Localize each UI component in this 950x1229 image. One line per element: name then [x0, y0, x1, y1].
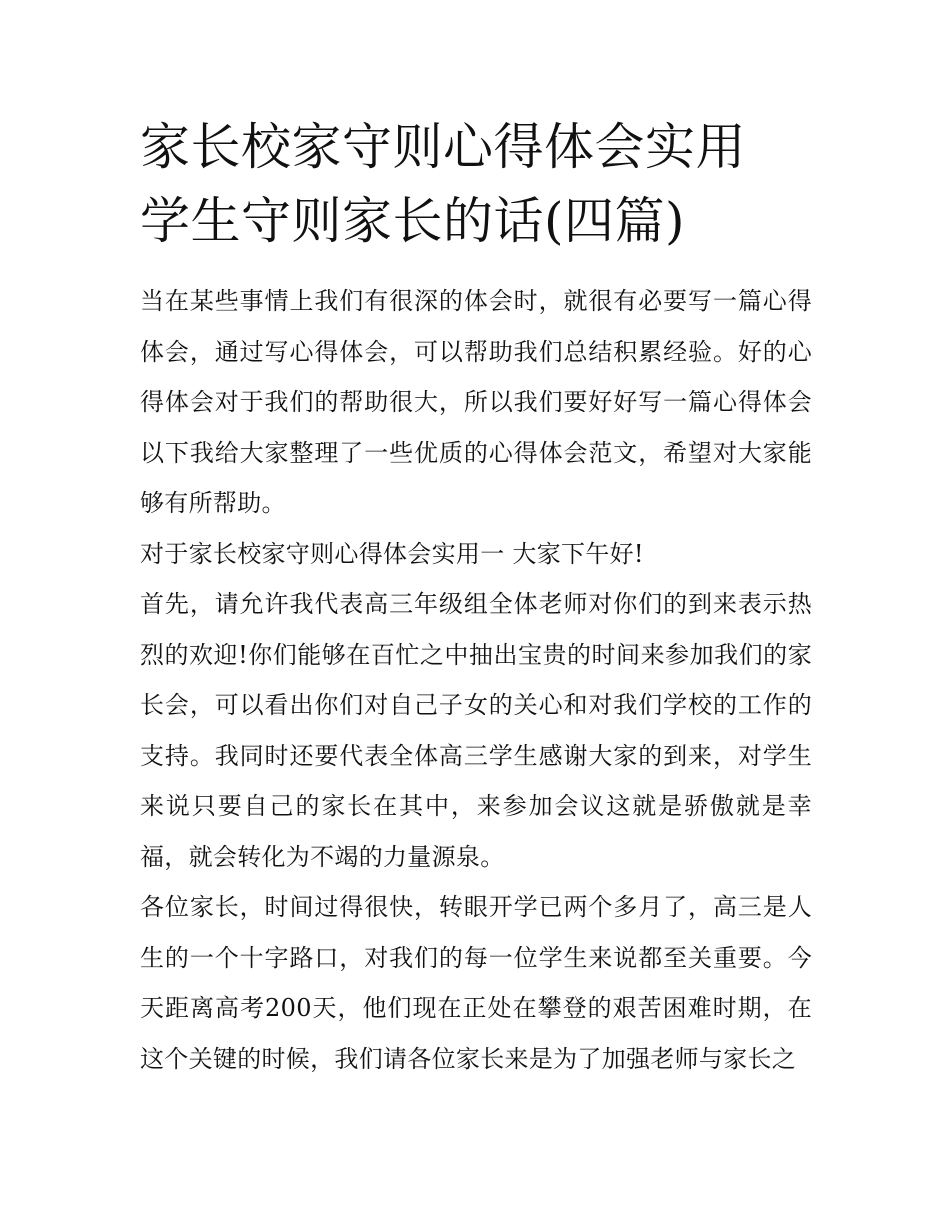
welcome-paragraph: 首先，请允许我代表高三年级组全体老师对你们的到来表示热烈的欢迎!你们能够在百忙之中抽出宝贵的时间来参加我们的家长会，可以看出你们对自己子女的关心和对我们学校的工作的支持。我同时还要代表全体高三学生感谢大家的到来，对学生来说只要自己的家长在其中，来参加会议这就是骄傲就是幸福，就会转化为不竭的力量源泉。	[140, 590, 812, 871]
intro-paragraph: 当在某些事情上我们有很深的体会时，就很有必要写一篇心得体会，通过写心得体会，可以帮助我们总结积累经验。好的心得体会对于我们的帮助很大，所以我们要好好写一篇心得体会以下我给大家整理了一些优质的心得体会范文，希望对大家能够有所帮助。	[140, 287, 812, 517]
section-heading-paragraph: 对于家长校家守则心得体会实用一 大家下午好!	[140, 539, 644, 568]
body-paragraph: 各位家长，时间过得很快，转眼开学已两个多月了，高三是人生的一个十字路口，对我们的每一位学生来说都至关重要。今天距离高考200天，他们现在正处在攀登的艰苦困难时期，在这个关键的时候，我们请各位家长来是为了加强老师与家长之	[140, 893, 812, 1073]
document-page	[140, 110, 812, 1084]
document-title: 家长校家守则心得体会实用 学生守则家长的话(四篇)	[140, 118, 746, 250]
